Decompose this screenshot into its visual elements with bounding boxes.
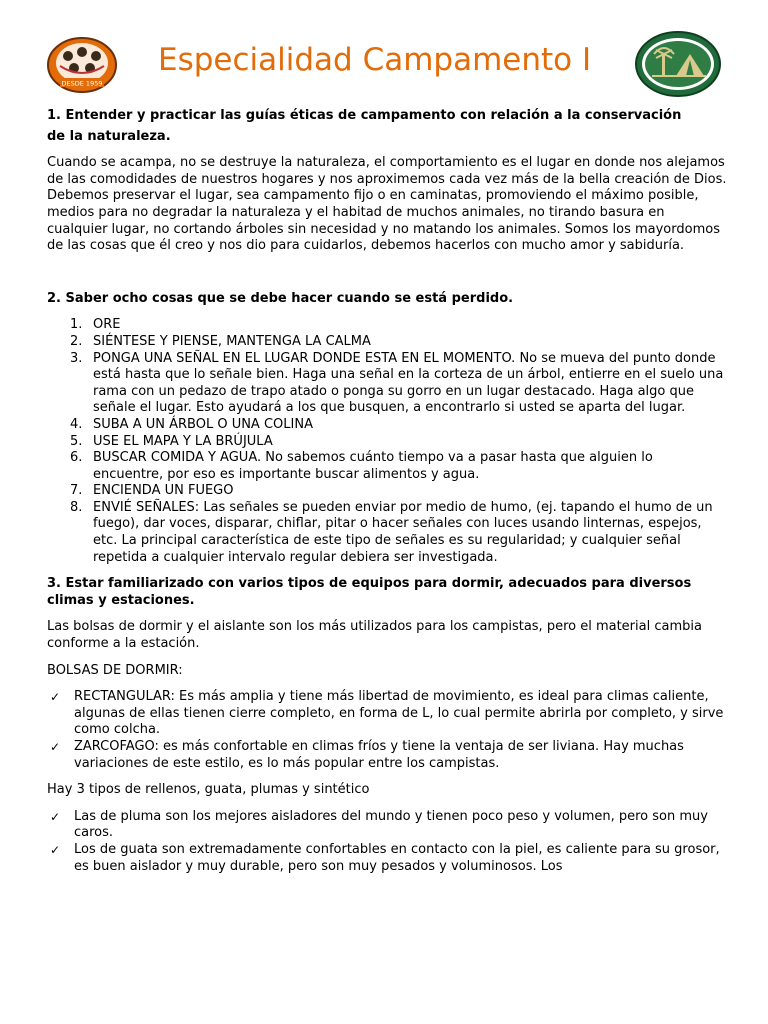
list-item: 8. ENVIÉ SEÑALES: Las señales se pueden enviar por medio de humo, (ej. tapando el humo de un fuego), dar voces, disparar, chiflar, pitar o hacer señales con luces usando linternas, espejos, etc. La principal característica de este tipo de señales es su regularidad; y cualquier señal repetida a cualquier intervalo regular debiera ser investigada. — [70, 499, 713, 565]
list-item: ✓ Los de guata son extremadamente confortables en contacto con la piel, es caliente para su grosor, es buen aislador y muy durable, pero son muy pesados y voluminosos. Los — [50, 841, 720, 874]
list-item: ✓ Las de pluma son los mejores aisladores del mundo y tienen poco peso y volumen, pero son muy caros. — [50, 808, 708, 841]
document-body — [47, 108, 727, 885]
camping-badge-icon — [634, 30, 722, 98]
list-item: 4. SUBA A UN ÁRBOL O UNA COLINA — [70, 416, 313, 432]
list-item: 5. USE EL MAPA Y LA BRÚJULA — [70, 433, 273, 449]
section-2-heading: 2. Saber ocho cosas que se debe hacer cuando se está perdido. — [47, 290, 514, 306]
check-icon: ✓ — [50, 740, 61, 754]
list-item: 7. ENCIENDA UN FUEGO — [70, 483, 234, 499]
list-item: 2. SIÉNTESE Y PIENSE, MANTENGA LA CALMA — [70, 333, 371, 349]
section-1-paragraph: Cuando se acampa, no se destruye la naturaleza, el comportamiento es el lugar en donde nos alejamos de las comodidades de nuestros hogares y nos aproximemos cada vez más de la bella creación de Dios. Debemos preservar el lugar, sea campamento fijo o en caminatas, promoviendo el máximo posible, medios para no degradar la naturaleza y el habitad de muchos animales, no tirando basura en cualquier lugar, no cortando árboles sin necesidad y no matando los animales. Somos los mayordomos de las cosas que él creo y nos dio para cuidarlos, debemos hacerlos con mucho amor y sabiduría. — [47, 155, 727, 254]
section-1-heading-line1: 1. Entender y practicar las guías éticas de campamento con relación a la conservación — [47, 108, 682, 123]
check-icon: ✓ — [50, 690, 61, 705]
section-1-heading-cont: de la naturaleza. — [47, 128, 171, 144]
logo-caption: DESDE 1959 — [61, 79, 103, 88]
fillings-label: Hay 3 tipos de rellenos, guata, plumas y sintético — [47, 782, 370, 798]
blank-line — [47, 265, 727, 291]
sleeping-bags-list — [47, 689, 727, 772]
page-title: Especialidad Campamento I — [158, 42, 592, 78]
section-1-heading — [47, 108, 727, 125]
list-item: 6. BUSCAR COMIDA Y AGUA. No sabemos cuánto tiempo va a pasar hasta que alguien lo encuentre, por eso es importante buscar alimentos y agua. — [70, 450, 653, 482]
document-header — [0, 30, 768, 100]
section-3-heading: 3. Estar familiarizado con varios tipos de equipos para dormir, adecuados para diversos climas y estaciones. — [47, 576, 692, 608]
check-icon: ✓ — [50, 809, 61, 824]
section-3-intro: Las bolsas de dormir y el aislante son los más utilizados para los campistas, pero el material cambia conforme a la estación. — [47, 619, 702, 652]
lost-steps-list — [47, 317, 727, 566]
list-item: ✓ ZARCOFAGO: es más confortable en climas fríos y tiene la ventaja de ser liviana. Hay muchas variaciones de este estilo, es lo más popular entre los campistas. — [50, 739, 684, 771]
club-logo-icon — [46, 36, 118, 94]
check-icon: ✓ — [50, 842, 61, 857]
list-item: 1. ORE — [70, 317, 121, 333]
list-item: 3. PONGA UNA SEÑAL EN EL LUGAR DONDE ESTA EN EL MOMENTO. No se mueva del punto donde está hasta que lo señale bien. Haga una señal en la corteza de un árbol, entierre en el suelo una rama con un pedazo de trapo atado o ponga su gorro en un lugar destacado. Haga algo que señale el lugar. Esto ayudará a los que busquen, a encontrarlo si usted se aparta del lugar. — [70, 350, 724, 416]
fillings-list — [47, 809, 727, 875]
list-item: ✓ RECTANGULAR: Es más amplia y tiene más libertad de movimiento, es ideal para climas caliente, algunas de ellas tienen cierre completo, en forma de L, lo cual permite abrirla por completo, y sirve como colcha. — [50, 689, 724, 738]
sleeping-bags-label: BOLSAS DE DORMIR: — [47, 662, 183, 678]
